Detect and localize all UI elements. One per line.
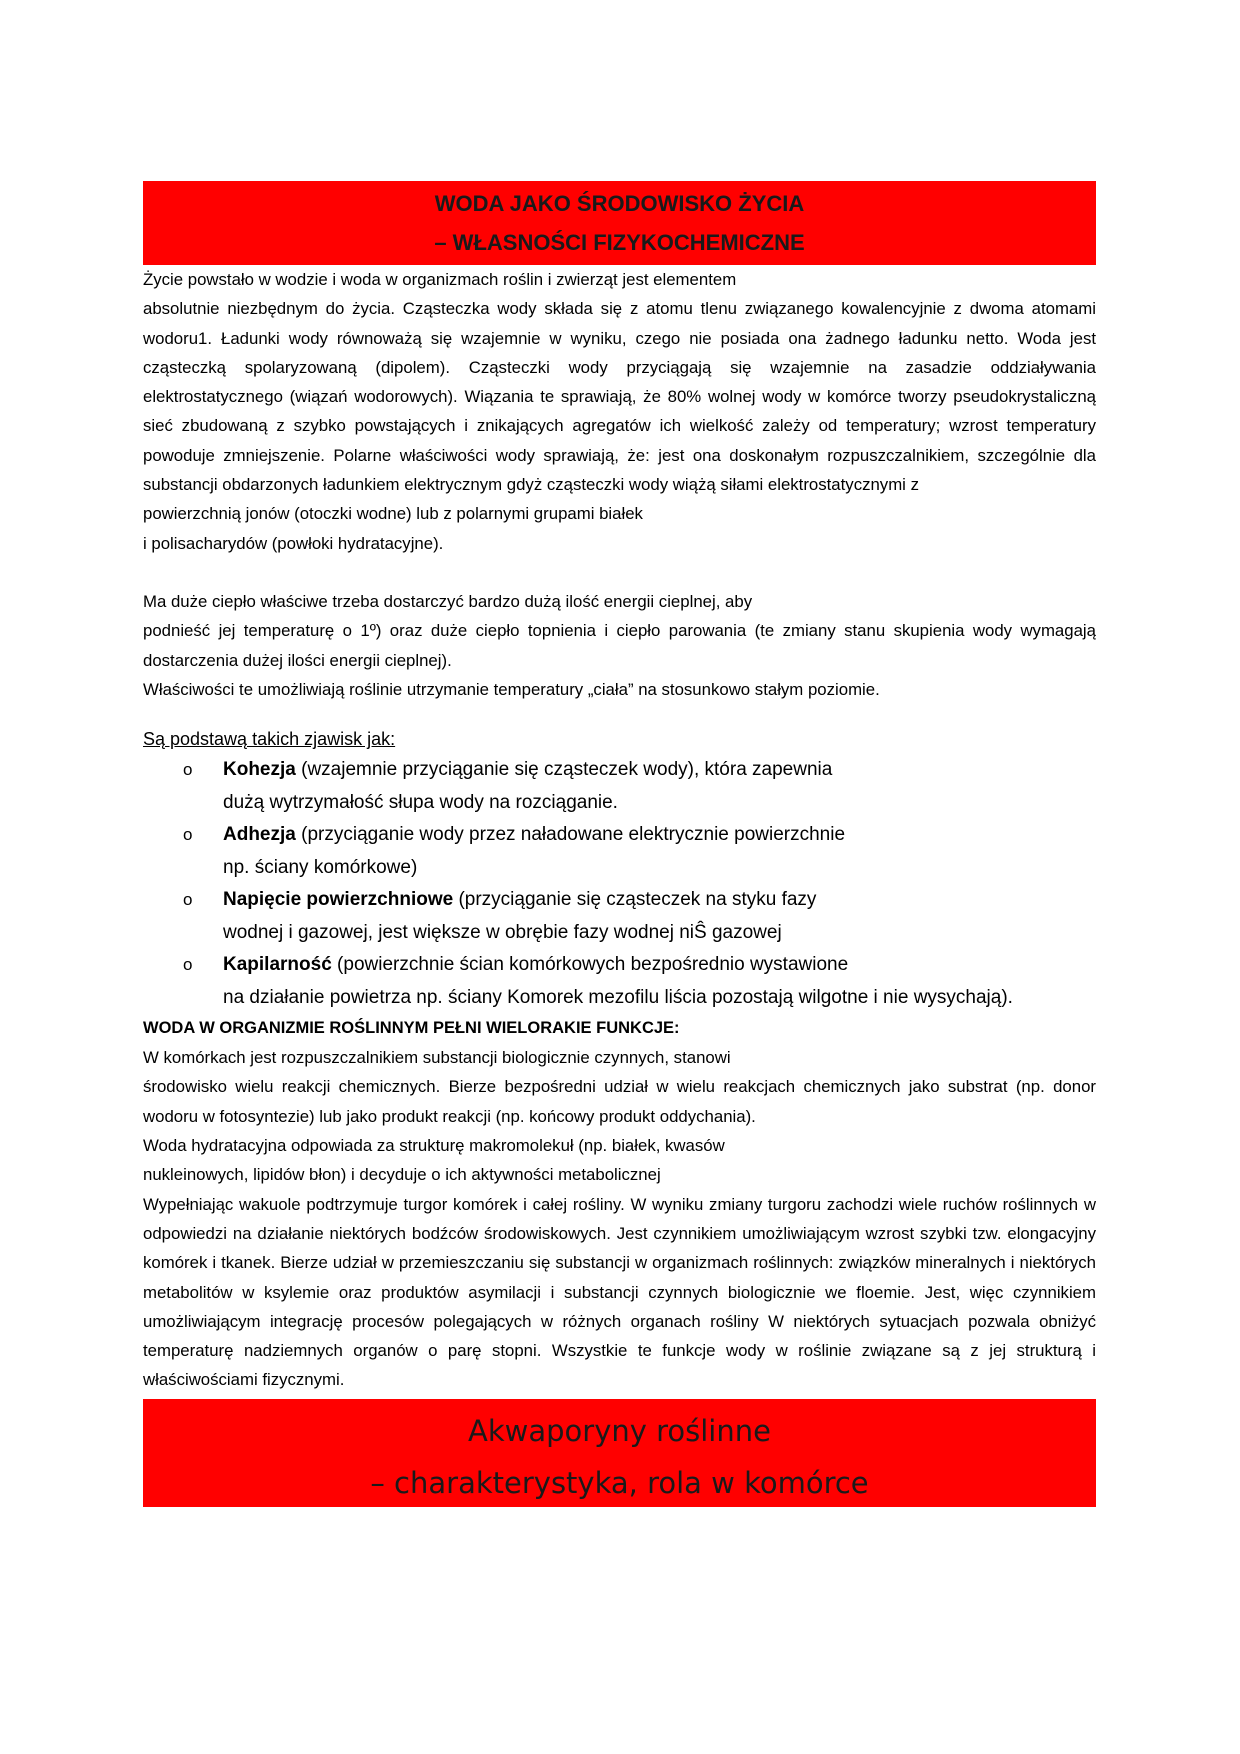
intro-paragraph: absolutnie niezbędnym do życia. Cząsteczka wody składa się z atomu tlenu związanego kowalencyjnie z dwoma atomami wodoru1. Ładunki wody równoważą się wzajemnie w wyniku, czego nie posiada ona żadnego ładunku netto. Woda jest cząsteczką spolaryzowaną (dipolem). Cząsteczki wody przyciągają się wzajemnie na zasadzie oddziaływania elektrostatycznego (wiązań wodorowych). Wiązania te sprawiają, że 80% wolnej wody w komórce tworzy pseudokrystaliczną sieć zbudowaną z szybko powstających i znikających agregatów ich wielkość zależy od temperatury; wzrost temperatury powoduje zmniejszenie. Polarne właściwości wody sprawiają, że: jest ona doskonałym rozpuszczalnikiem, szczególnie dla substancji obdarzonych ładunkiem elektrycznym gdyż cząsteczki wody wiążą siłami elektrostatycznymi z (143, 299, 1096, 495)
intro-first-line: Życie powstało w wodzie i woda w organizmach roślin i zwierząt jest elementem (143, 270, 737, 289)
functions-heading: WODA W ORGANIZMIE ROŚLINNYM PEŁNI WIELORAKIE FUNKCJE: (143, 1019, 680, 1038)
title-line-2: – WŁASNOŚCI FIZYKOCHEMICZNE (434, 230, 805, 255)
heat-last-line: Właściwości te umożliwiają roślinie utrzymanie temperatury „ciała” na stosunkowo stałym poziomie. (143, 679, 880, 699)
document-page (143, 181, 1096, 1507)
title-banner (143, 181, 1096, 265)
list-item (143, 884, 1096, 949)
term-napiecie-powierzchniowe: Napięcie powierzchniowe (223, 889, 454, 911)
bullet-circle-icon: o (183, 955, 193, 975)
item-continuation: dużą wytrzymałość słupa wody na rozciąganie. (223, 791, 618, 813)
spacer (143, 558, 1096, 587)
heat-paragraph: podnieść jej temperaturę o 1º) oraz duże ciepło topnienia i ciepło parowania (te zmiany stanu skupienia wody wymagają dostarczenia dużej ilości energii cieplnej). (143, 621, 1096, 670)
spacer (143, 704, 1096, 720)
term-adhezja: Adhezja (223, 824, 296, 846)
item-continuation: na działanie powietrza np. ściany Komorek mezofilu liścia pozostają wilgotne i nie wysychają). (223, 986, 1013, 1008)
item-continuation: np. ściany komórkowe) (223, 856, 418, 878)
bullet-circle-icon: o (183, 890, 193, 910)
functions-paragraph-1: środowisko wielu reakcji chemicznych. Bierze bezpośredni udział w wielu reakcjach chemicznych jako substrat (np. donor wodoru w fotosyntezie) lub jako produkt reakcji (np. końcowy produkt oddychania). (143, 1077, 1096, 1126)
item-text: (przyciąganie się cząsteczek na styku fazy (453, 889, 817, 911)
title-line-1: WODA JAKO ŚRODOWISKO ŻYCIA (434, 191, 805, 216)
item-text: (wzajemnie przyciąganie się cząsteczek wody), która zapewnia (295, 759, 833, 781)
item-text: (przyciąganie wody przez naładowane elektrycznie powierzchnie (295, 824, 846, 846)
next-section-banner (143, 1399, 1096, 1507)
phenomena-heading: Są podstawą takich zjawisk jak: (143, 729, 396, 750)
phenomena-list (143, 754, 1096, 1014)
heat-section (143, 587, 1096, 704)
heat-first-line: Ma duże ciepło właściwe trzeba dostarczyć bardzo dużą ilość energii cieplnej, aby (143, 591, 753, 611)
next-title-line-1: Akwaporyny roślinne (468, 1413, 771, 1448)
list-item (143, 949, 1096, 1014)
functions-line-3: nukleinowych, lipidów błon) i decyduje o ich aktywności metabolicznej (143, 1165, 661, 1185)
functions-line-2: Woda hydratacyjna odpowiada za strukturę makromolekuł (np. białek, kwasów (143, 1136, 725, 1156)
item-text: (powierzchnie ścian komórkowych bezpośrednio wystawione (331, 954, 849, 976)
item-continuation: wodnej i gazowej, jest większe w obrębie fazy wodnej niŜ gazowej (223, 921, 782, 943)
functions-paragraph-2: Wypełniając wakuole podtrzymuje turgor komórek i całej rośliny. W wyniku zmiany turgoru zachodzi wiele ruchów roślinnych w odpowiedzi na działanie niektórych bodźców środowiskowych. Jest czynnikiem umożliwiającym wzrost szybki tzw. elongacyjny komórek i tkanek. Bierze udział w przemieszczaniu się substancji w organizmach roślinnych: związków mineralnych i niektórych metabolitów w ksylemie oraz produktów asymilacji i substancji czynnych biologicznie we floemie. Jest, więc czynnikiem umożliwiającym integrację procesów polegających w różnych organach rośliny W niektórych sytuacjach pozwala obniżyć temperaturę nadziemnych organów o parę stopni. Wszystkie te funkcje wody w roślinie związane są z jej strukturą i właściwościami fizycznymi. (143, 1194, 1096, 1390)
next-title-line-2: – charakterystyka, rola w komórce (370, 1465, 869, 1500)
intro-line-b: i polisacharydów (powłoki hydratacyjne). (143, 533, 444, 553)
list-item (143, 819, 1096, 884)
term-kohezja: Kohezja (223, 759, 296, 781)
term-kapilarnosc: Kapilarność (223, 954, 332, 976)
list-item (143, 754, 1096, 819)
bullet-circle-icon: o (183, 760, 193, 780)
functions-first-line: W komórkach jest rozpuszczalnikiem substancji biologicznie czynnych, stanowi (143, 1048, 731, 1068)
bullet-circle-icon: o (183, 825, 193, 845)
intro-section (143, 265, 1096, 558)
intro-line-a: powierzchnią jonów (otoczki wodne) lub z polarnymi grupami białek (143, 504, 643, 524)
functions-section (143, 1043, 1096, 1395)
